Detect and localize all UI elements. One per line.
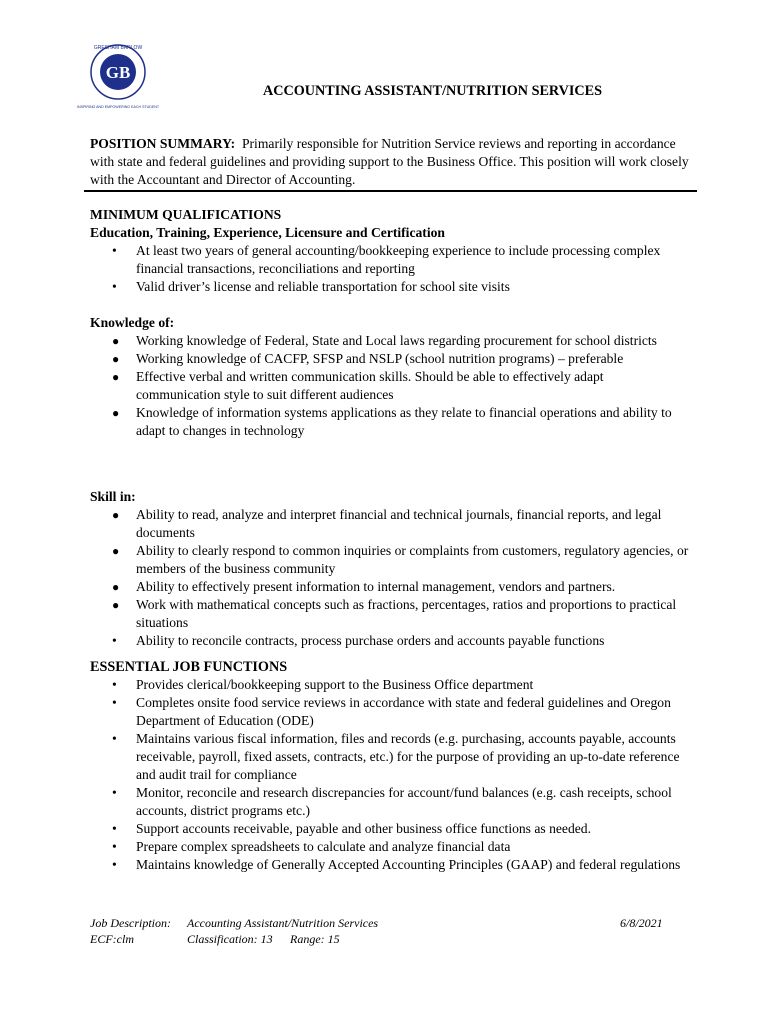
bullet-icon: • <box>112 857 117 872</box>
list-item: • Provides clerical/bookkeeping support to the Business Office department <box>112 677 534 692</box>
position-summary <box>90 135 690 189</box>
essential-functions-section <box>90 658 690 874</box>
bullet-icon: ● <box>112 334 120 348</box>
minimum-qualifications-heading: MINIMUM QUALIFICATIONS <box>90 207 282 222</box>
bullet-icon: • <box>112 677 117 692</box>
bullet-icon: ● <box>112 370 120 384</box>
logo-motto: INSPIRING AND EMPOWERING EACH STUDENT <box>76 105 160 109</box>
bullet-icon: • <box>112 243 117 258</box>
skill-list <box>90 506 690 650</box>
page-title: ACCOUNTING ASSISTANT/NUTRITION SERVICES <box>263 83 603 99</box>
list-item: • Valid driver’s license and reliable transportation for school site visits <box>112 279 510 294</box>
knowledge-section <box>90 314 690 440</box>
bullet-icon: • <box>112 279 117 294</box>
skill-section <box>90 488 690 650</box>
list-item: • At least two years of general accounting/bookkeeping experience to include processing complex financial transactions, reconciliations and reporting <box>112 243 661 276</box>
bullet-icon: ● <box>112 598 120 612</box>
bullet-icon: • <box>112 633 117 648</box>
bullet-icon: • <box>112 731 117 746</box>
bullet-icon: • <box>112 821 117 836</box>
bullet-icon: ● <box>112 580 120 594</box>
bullet-icon: • <box>112 785 117 800</box>
list-item: • Monitor, reconcile and research discrepancies for account/fund balances (e.g. cash receipts, school accounts, district programs etc.) <box>112 785 672 818</box>
list-item: ● Working knowledge of CACFP, SFSP and NSLP (school nutrition programs) – preferable <box>112 351 624 366</box>
list-item: ● Ability to clearly respond to common inquiries or complaints from customers, regulatory agencies, or members of the business community <box>112 543 689 576</box>
footer-initials: ECF:clm <box>90 932 134 946</box>
bullet-icon: ● <box>112 544 120 558</box>
bullet-icon: • <box>112 695 117 710</box>
header-divider <box>84 190 697 192</box>
list-item: ● Ability to read, analyze and interpret financial and technical journals, financial reports, and legal documents <box>112 507 662 540</box>
minimum-qualifications-list <box>90 242 690 296</box>
summary-text: Primarily responsible for Nutrition Service reviews and reporting in accordance with state and federal guidelines and providing support to the Business Office. This position will work closely with the Accountant and Director of Accounting. <box>90 136 689 187</box>
list-item: ● Knowledge of information systems applications as they relate to financial operations and ability to adapt to changes in technology <box>112 405 672 438</box>
district-logo <box>76 40 160 120</box>
minimum-qualifications-section <box>90 206 690 296</box>
page-footer <box>90 915 680 947</box>
list-item: • Support accounts receivable, payable and other business office functions as needed. <box>112 821 591 836</box>
bullet-icon: ● <box>112 508 120 522</box>
footer-date: 6/8/2021 <box>620 916 663 930</box>
logo-ring-text: GRESHAM BARLOW <box>93 45 143 51</box>
bullet-icon: • <box>112 839 117 854</box>
knowledge-list <box>90 332 690 440</box>
skill-heading: Skill in: <box>90 489 136 504</box>
list-item: • Maintains knowledge of Generally Accepted Accounting Principles (GAAP) and federal regulations <box>112 857 681 872</box>
list-item: • Completes onsite food service reviews in accordance with state and federal guidelines and Oregon Department of Education (ODE) <box>112 695 671 728</box>
list-item: • Maintains various fiscal information, files and records (e.g. purchasing, accounts payable, accounts receivable, payroll, fixed assets, contracts, etc.) for the purpose of providing an up-to-date reference and audit trail for compliance <box>112 731 680 782</box>
list-item: ● Ability to effectively present information to internal management, vendors and partners. <box>112 579 616 594</box>
essential-functions-heading: ESSENTIAL JOB FUNCTIONS <box>90 659 288 675</box>
job-description-label: Job Description: <box>90 916 171 930</box>
footer-classification: Classification: 13 <box>187 932 273 946</box>
list-item: • Prepare complex spreadsheets to calculate and analyze financial data <box>112 839 511 854</box>
footer-range: Range: 15 <box>290 932 340 946</box>
list-item: ● Effective verbal and written communication skills. Should be able to effectively adapt communication style to suit different audiences <box>112 369 604 402</box>
job-description-value: Accounting Assistant/Nutrition Services <box>187 916 379 930</box>
list-item: • Ability to reconcile contracts, process purchase orders and accounts payable functions <box>112 633 605 648</box>
bullet-icon: ● <box>112 352 120 366</box>
essential-functions-list <box>90 676 690 874</box>
list-item: ● Working knowledge of Federal, State and Local laws regarding procurement for school districts <box>112 333 657 348</box>
knowledge-heading: Knowledge of: <box>90 315 175 330</box>
logo-monogram: GB <box>105 63 131 82</box>
list-item: ● Work with mathematical concepts such as fractions, percentages, ratios and proportions to practical situations <box>112 597 677 630</box>
education-subheading: Education, Training, Experience, Licensure and Certification <box>90 225 445 240</box>
bullet-icon: ● <box>112 406 120 420</box>
summary-label: POSITION SUMMARY: <box>90 136 236 151</box>
